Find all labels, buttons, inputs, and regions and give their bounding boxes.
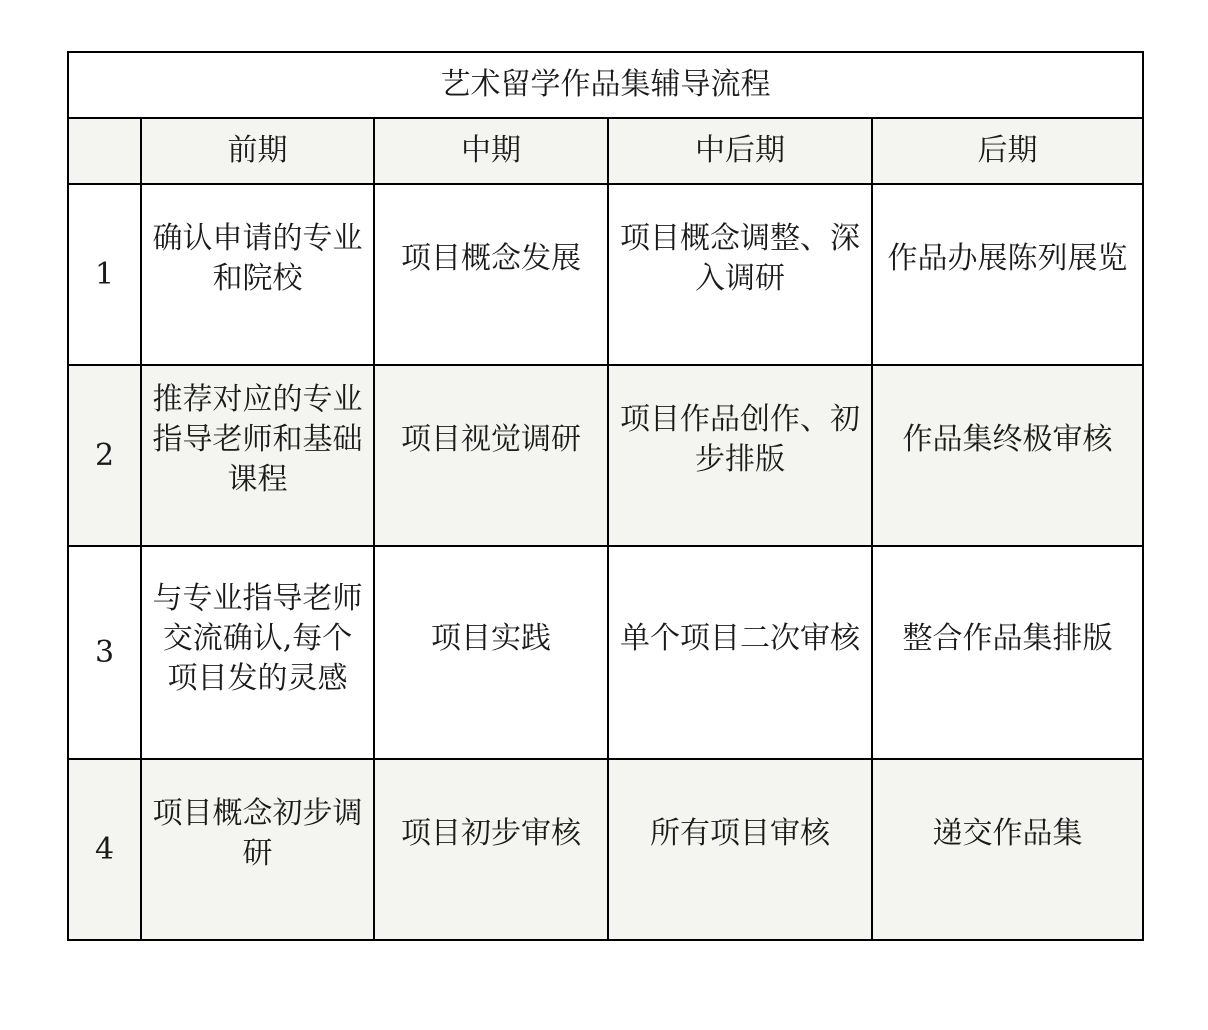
cell-text: 项目视觉调研 bbox=[401, 421, 581, 457]
cell-text: 作品办展陈列展览 bbox=[887, 240, 1128, 276]
cell-text: 与专业指导老师交流确认,每个项目发的灵感 bbox=[152, 580, 363, 696]
cell-text: 递交作品集 bbox=[932, 815, 1083, 851]
cell-late bbox=[872, 365, 1143, 546]
cell-text: 单个项目二次审核 bbox=[620, 620, 860, 656]
cell-mid-late bbox=[608, 546, 872, 759]
row-number: 4 bbox=[68, 759, 141, 940]
cell-text: 项目实践 bbox=[431, 620, 551, 656]
row-number: 2 bbox=[68, 365, 141, 546]
header-cell-mid-late: 中后期 bbox=[608, 118, 872, 184]
row-number: 3 bbox=[68, 546, 141, 759]
cell-early bbox=[141, 546, 374, 759]
cell-mid bbox=[374, 184, 608, 365]
cell-text: 项目初步审核 bbox=[401, 815, 581, 851]
cell-mid-late bbox=[608, 365, 872, 546]
title-row bbox=[68, 52, 1143, 118]
cell-mid bbox=[374, 365, 608, 546]
cell-late bbox=[872, 546, 1143, 759]
table-row bbox=[68, 365, 1143, 546]
cell-late bbox=[872, 184, 1143, 365]
cell-mid-late bbox=[608, 184, 872, 365]
cell-text: 确认申请的专业和院校 bbox=[152, 220, 363, 296]
table-row bbox=[68, 546, 1143, 759]
cell-text: 整合作品集排版 bbox=[902, 620, 1113, 656]
cell-text: 项目作品创作、初步排版 bbox=[620, 401, 860, 477]
cell-early bbox=[141, 365, 374, 546]
cell-mid bbox=[374, 546, 608, 759]
table-row bbox=[68, 184, 1143, 365]
cell-text: 所有项目审核 bbox=[650, 815, 830, 851]
cell-text: 项目概念调整、深入调研 bbox=[620, 220, 860, 296]
cell-text: 作品集终极审核 bbox=[902, 421, 1113, 457]
header-cell-early: 前期 bbox=[141, 118, 374, 184]
header-cell-late: 后期 bbox=[872, 118, 1143, 184]
cell-text: 项目概念发展 bbox=[401, 240, 581, 276]
process-table bbox=[67, 51, 1144, 941]
cell-mid bbox=[374, 759, 608, 940]
cell-text: 推荐对应的专业指导老师和基础课程 bbox=[152, 381, 363, 497]
header-cell-mid: 中期 bbox=[374, 118, 608, 184]
cell-mid-late bbox=[608, 759, 872, 940]
cell-early bbox=[141, 759, 374, 940]
table-row bbox=[68, 759, 1143, 940]
table-title: 艺术留学作品集辅导流程 bbox=[68, 52, 1143, 118]
row-number: 1 bbox=[68, 184, 141, 365]
header-cell-index bbox=[68, 118, 141, 184]
cell-early bbox=[141, 184, 374, 365]
header-row bbox=[68, 118, 1143, 184]
cell-text: 项目概念初步调研 bbox=[152, 795, 363, 871]
cell-late bbox=[872, 759, 1143, 940]
